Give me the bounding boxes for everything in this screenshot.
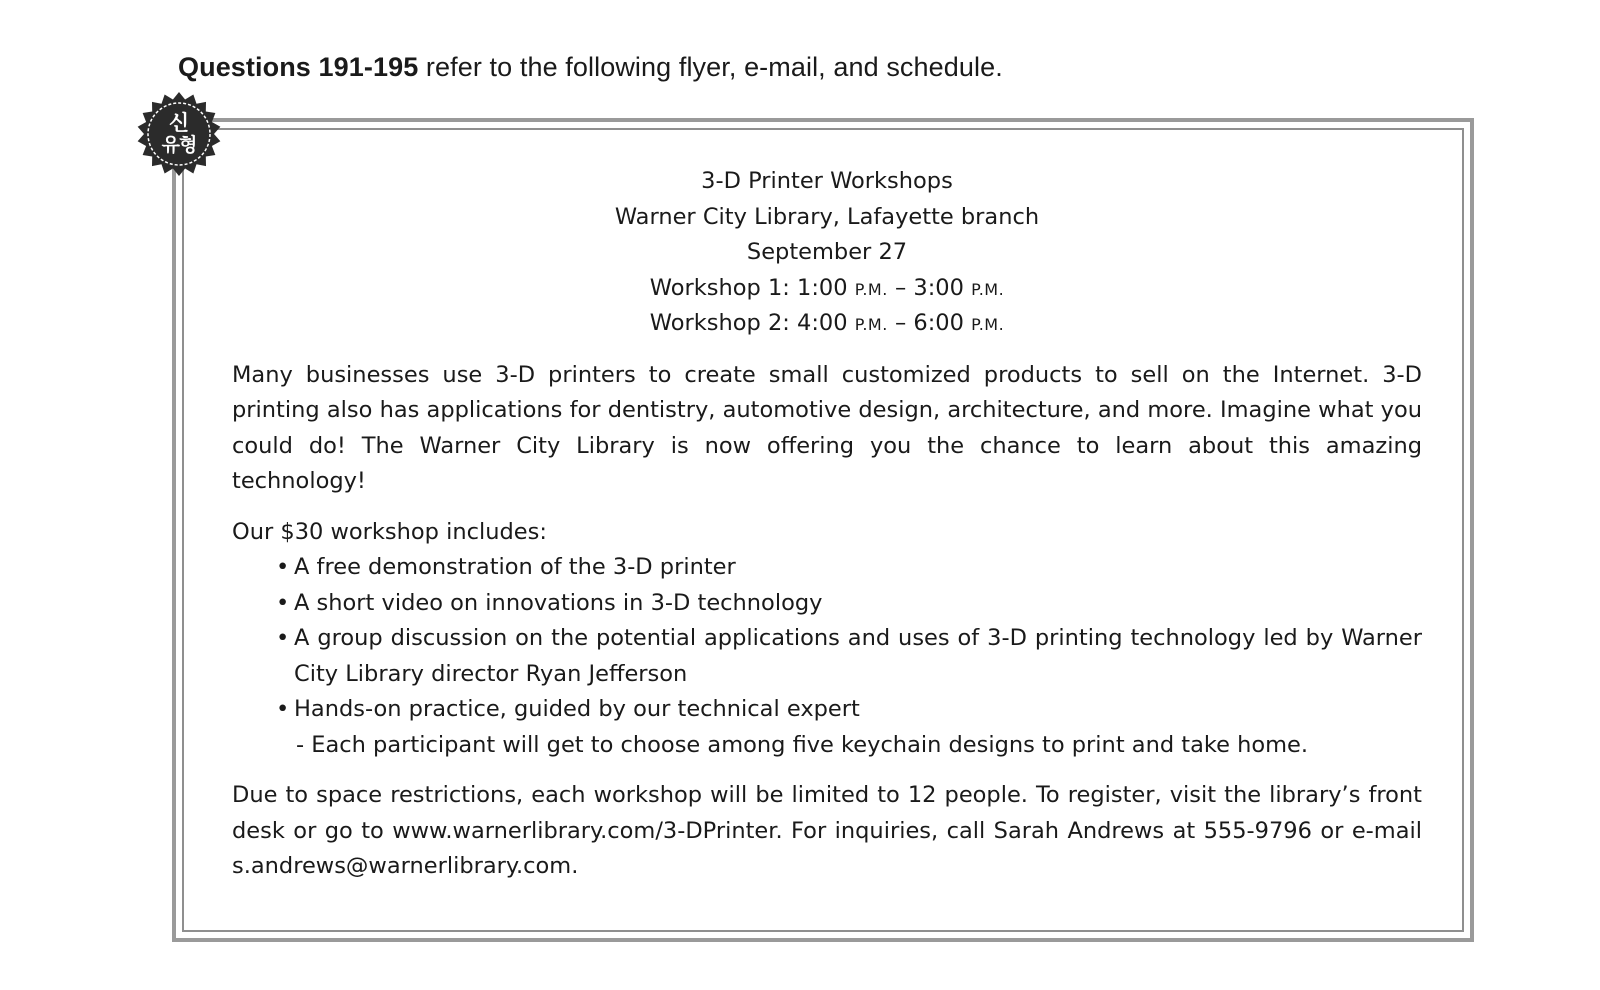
list-item-text: Hands-on practice, guided by our technical expert: [294, 696, 860, 722]
badge-label: [136, 91, 222, 177]
includes-list: [232, 550, 1422, 728]
flyer-location: Warner City Library, Lafayette branch: [614, 203, 1040, 230]
workshop-1-label: Workshop 1: 1:00: [649, 274, 855, 301]
question-header: [178, 52, 1003, 83]
question-range: Questions 191-195: [178, 52, 419, 82]
list-item-text: A short video on innovations in 3-D technology: [294, 589, 823, 616]
workshop-2-label: Workshop 2: 4:00: [649, 310, 855, 336]
flyer: [232, 164, 1422, 885]
workshop-2-pm-end: P.M.: [971, 315, 1005, 334]
badge-line-2: 유형: [161, 134, 197, 156]
list-item-text: A free demonstration of the 3-D printer: [294, 554, 736, 580]
includes-heading: Our $30 workshop includes:: [232, 518, 547, 545]
list-item: [276, 586, 1422, 622]
list-item: [276, 621, 1422, 692]
workshop-2-pm-start: P.M.: [854, 315, 888, 334]
flyer-title: 3-D Printer Workshops: [701, 168, 953, 194]
workshop-2-time: [232, 306, 1422, 342]
intro-paragraph: Many businesses use 3-D printers to create small customized products to sell on the Internet. 3-D printing also has applications for dentistry, automotive design, architecture, and more. Imagine what you could do! The Warner City Library is now offering you the chance to learn about this amazing technology!: [232, 361, 1422, 494]
flyer-heading: [232, 164, 1422, 342]
bullet-icon: •: [276, 625, 290, 651]
bullet-icon: •: [276, 696, 290, 722]
includes-section: [232, 515, 1422, 764]
workshop-1-pm-start: P.M.: [854, 279, 888, 299]
flyer-date: September 27: [746, 239, 908, 265]
workshop-1-end: – 3:00: [887, 274, 972, 301]
badge-line-1: 신: [168, 111, 190, 135]
workshop-2-end: – 6:00: [887, 310, 972, 336]
list-item-text: A group discussion on the potential applications and uses of 3-D printing technology led by Warner City Library director Ryan Jefferson: [294, 625, 1422, 687]
workshop-1-time: [232, 271, 1422, 307]
workshop-1-pm-end: P.M.: [971, 279, 1005, 299]
list-item: [276, 692, 1422, 728]
sub-item: - Each participant will get to choose among five keychain designs to print and take home.: [296, 731, 1309, 758]
question-intro: refer to the following flyer, e-mail, and schedule.: [418, 52, 1003, 82]
bullet-icon: •: [276, 589, 290, 616]
list-item: [276, 550, 1422, 586]
bullet-icon: •: [276, 554, 290, 580]
closing-paragraph: Due to space restrictions, each workshop will be limited to 12 people. To register, visit the library’s front desk or go to www.warnerlibrary.com/3-DPrinter. For inquiries, call Sarah Andrews at 555-9796 or e-mail s.andrews@warnerlibrary.com.: [232, 782, 1422, 879]
new-type-badge: [136, 91, 222, 177]
